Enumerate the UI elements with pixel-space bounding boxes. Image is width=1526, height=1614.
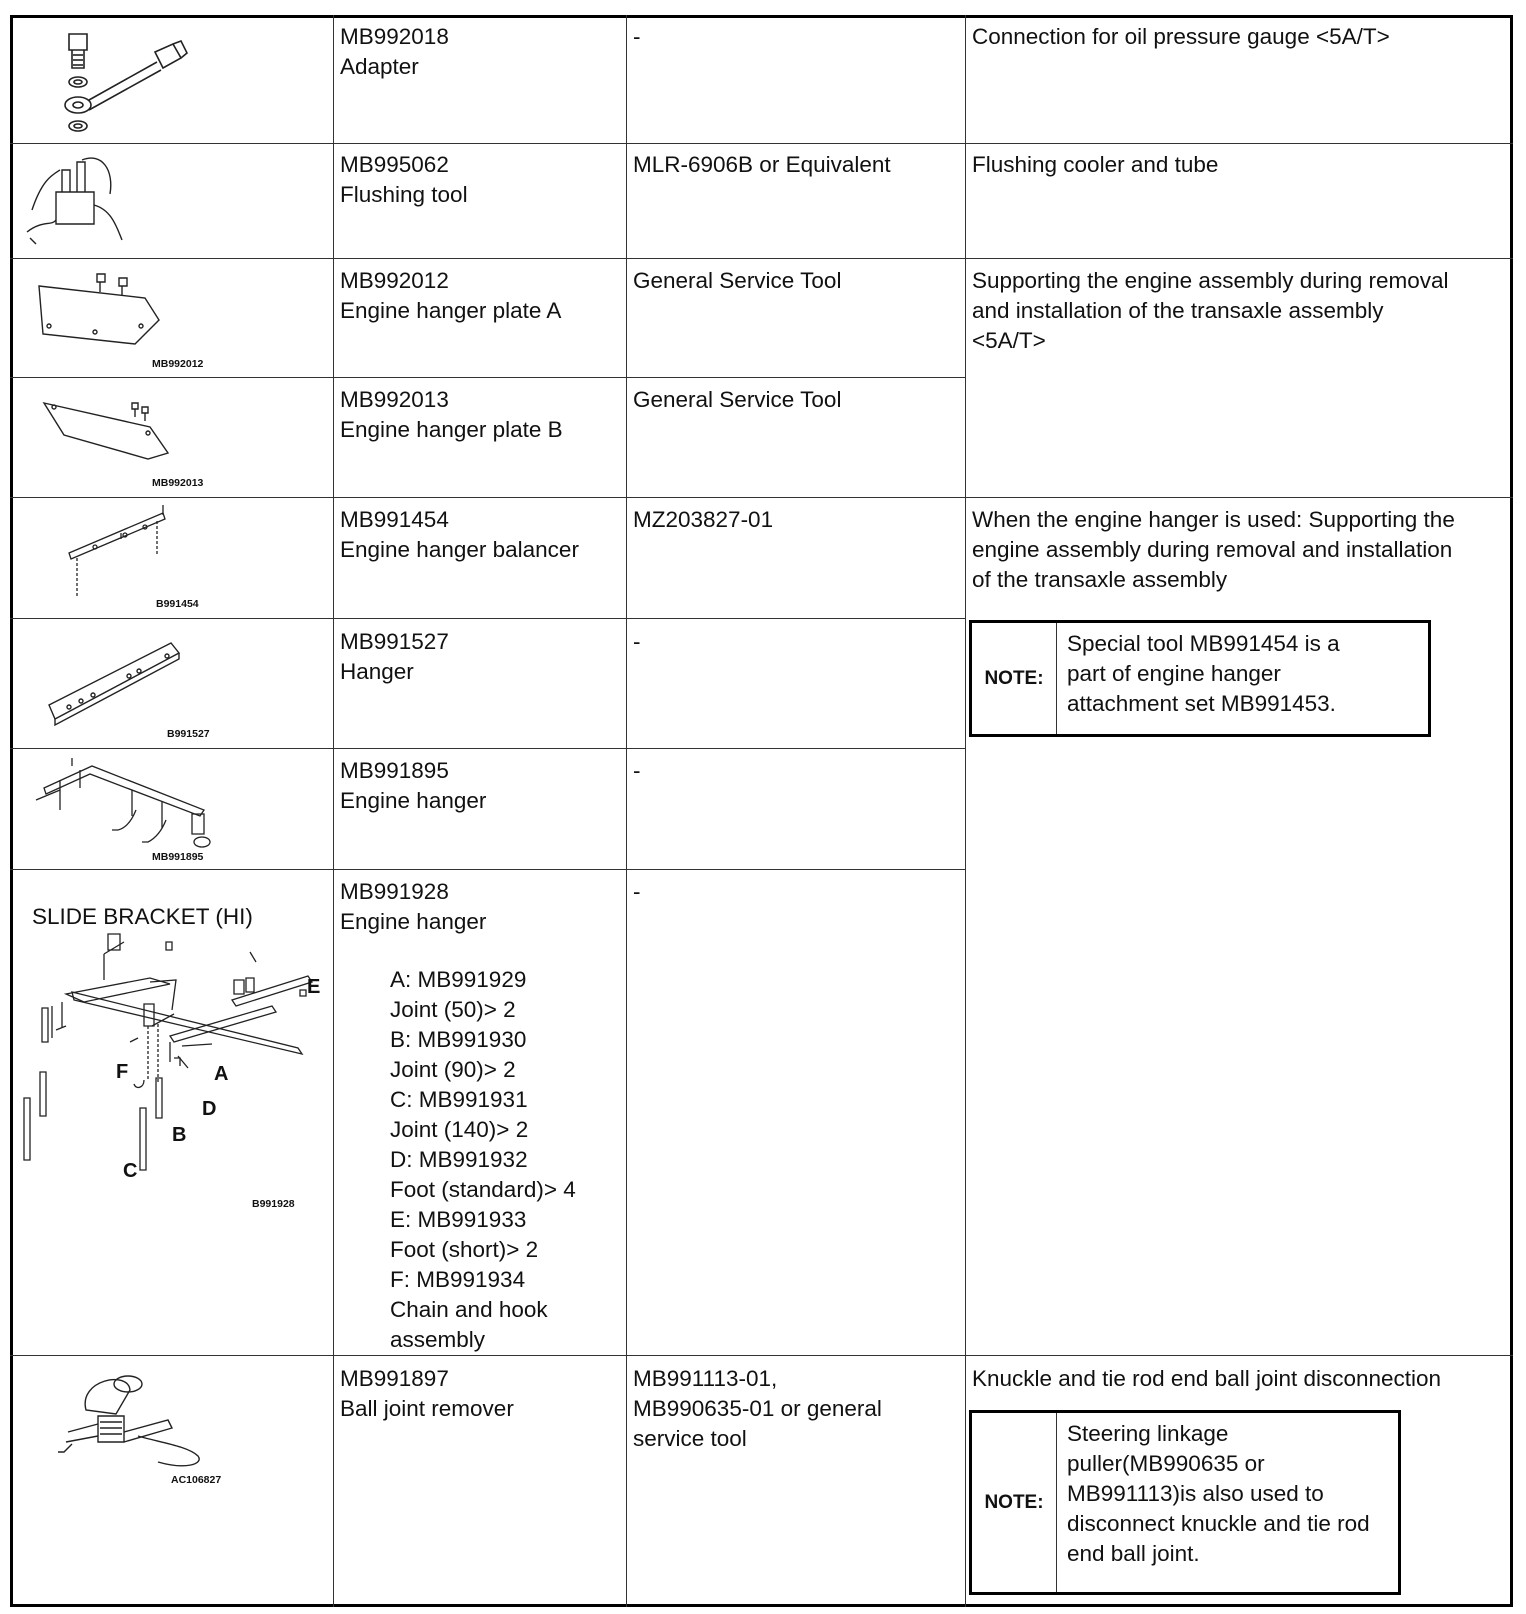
adapter-illustration <box>55 22 195 137</box>
hanger-illustration <box>45 635 185 730</box>
tool-number-name: MB992018 Adapter <box>340 24 449 79</box>
image-label: AC106827 <box>171 1474 222 1486</box>
supersession: General Service Tool <box>633 387 842 412</box>
engine-hanger-plate-a-illustration <box>35 268 165 348</box>
engine-hanger-balancer-illustration <box>65 503 180 603</box>
engine-hanger-mb991895-illustration <box>32 754 222 854</box>
note-text: Special tool MB991454 is a part of engine hanger attachment set MB991453. <box>1067 631 1340 716</box>
slide-bracket-label: SLIDE BRACKET (HI) <box>32 904 253 929</box>
application: Connection for oil pressure gauge <5A/T> <box>972 24 1390 49</box>
row-divider <box>10 497 1513 498</box>
supersession: MB991113-01, MB990635-01 or general service tool <box>633 1366 882 1451</box>
image-label: B991454 <box>156 598 199 610</box>
flushing-tool-illustration <box>22 150 132 250</box>
tool-number-name: MB991527 Hanger <box>340 629 449 684</box>
ball-joint-remover-illustration <box>58 1370 208 1475</box>
column-divider <box>965 15 966 1607</box>
application: Flushing cooler and tube <box>972 152 1219 177</box>
supersession: - <box>633 879 641 904</box>
row-divider <box>10 869 966 870</box>
application: Supporting the engine assembly during removal and installation of the transaxle assembly <5A/T> <box>972 268 1449 353</box>
tool-number-name: MB991454 Engine hanger balancer <box>340 507 579 562</box>
callout-c: C <box>123 1160 138 1182</box>
row-divider <box>10 1355 1513 1356</box>
tool-number-name: MB995062 Flushing tool <box>340 152 468 207</box>
callout-e: E <box>307 976 321 998</box>
image-label: B991928 <box>252 1198 295 1210</box>
supersession: MLR-6906B or Equivalent <box>633 152 891 177</box>
row-divider <box>10 377 966 378</box>
application: When the engine hanger is used: Supporting the engine assembly during removal and installation of the transaxle assembly <box>972 507 1455 592</box>
application: Knuckle and tie rod end ball joint disconnection <box>972 1366 1442 1391</box>
tool-number-name: MB992013 Engine hanger plate B <box>340 387 563 442</box>
tool-number-name: MB991928 Engine hanger <box>340 879 487 934</box>
callout-b: B <box>172 1124 187 1146</box>
supersession: - <box>633 24 641 49</box>
image-label: B991527 <box>167 728 210 740</box>
note-box <box>969 620 1431 737</box>
supersession: - <box>633 629 641 654</box>
tool-number-name: MB991897 Ball joint remover <box>340 1366 514 1421</box>
tool-number-name: MB991895 Engine hanger <box>340 758 487 813</box>
row-divider <box>10 143 1513 144</box>
callout-f: F <box>116 1061 129 1083</box>
column-divider <box>626 15 627 1607</box>
note-text: Steering linkage puller(MB990635 or MB991113)is also used to disconnect knuckle and tie rod end ball joint. <box>1067 1421 1370 1566</box>
tool-number-name: MB992012 Engine hanger plate A <box>340 268 562 323</box>
column-divider <box>333 15 334 1607</box>
image-label: MB992012 <box>152 358 204 370</box>
engine-hanger-plate-b-illustration <box>40 393 175 463</box>
row-divider <box>10 258 1513 259</box>
row-divider <box>10 618 966 619</box>
parts-list: A: MB991929 Joint (50)> 2 B: MB991930 Joint (90)> 2 C: MB991931 Joint (140)> 2 D: MB991932 Foot (standard)> 4 E: MB991933 Foot (short)> 2 F: MB991934 Chain and hook assembly <box>390 967 576 1352</box>
note-label: NOTE: <box>972 623 1057 734</box>
note-box <box>969 1410 1401 1595</box>
row-divider <box>10 748 966 749</box>
image-label: MB992013 <box>152 477 204 489</box>
image-label: MB991895 <box>152 851 204 863</box>
callout-d: D <box>202 1098 217 1120</box>
supersession: MZ203827-01 <box>633 507 774 532</box>
supersession: General Service Tool <box>633 268 842 293</box>
callout-a: A <box>214 1063 229 1085</box>
supersession: - <box>633 758 641 783</box>
note-label: NOTE: <box>972 1413 1057 1592</box>
